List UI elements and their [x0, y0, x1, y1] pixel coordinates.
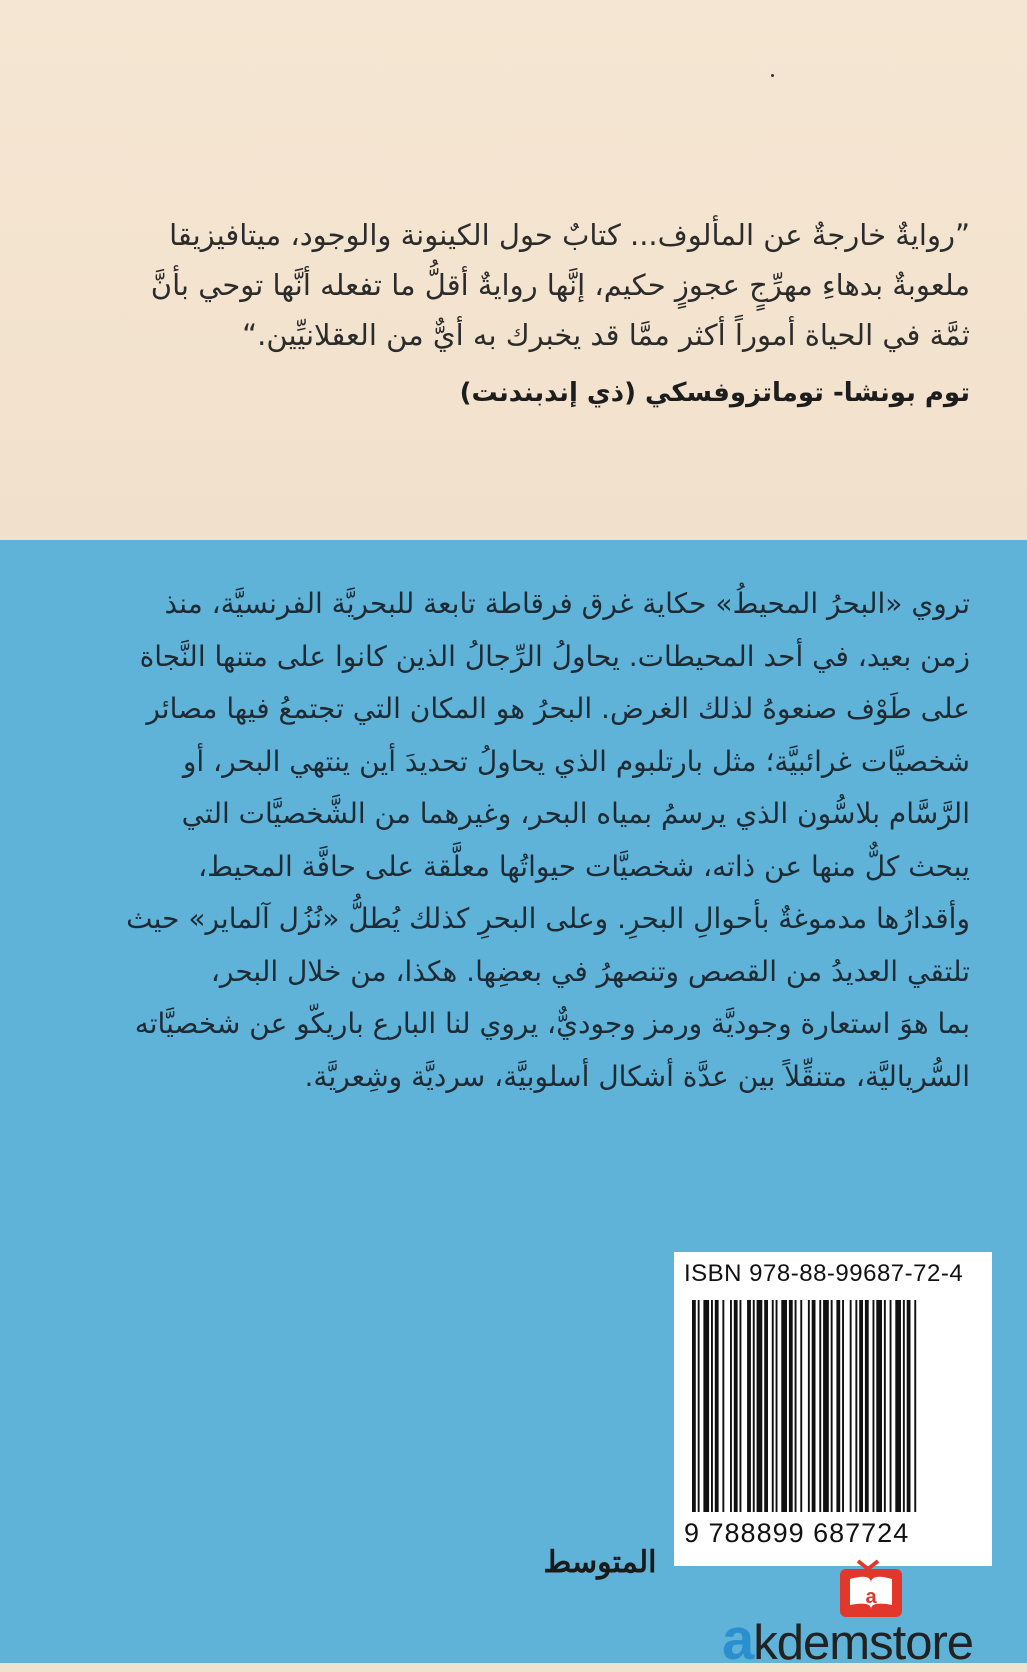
barcode-bar	[692, 1300, 696, 1512]
isbn-label: ISBN 978-88-99687-72-4	[684, 1260, 964, 1287]
quote-author: توم بونشا- توماتزوفسكي (ذي إندبندنت)	[459, 378, 970, 408]
quote-line: ثمَّة في الحياة أموراً أكثر ممَّا قد يخبرك به أيٌّ من العقلانيِّين.“	[242, 318, 970, 352]
barcode-graphic	[688, 1300, 978, 1512]
isbn-barcode-box	[674, 1252, 992, 1566]
barcode-bar	[715, 1300, 719, 1512]
svg-text:a: a	[865, 1586, 877, 1608]
barcode-bar	[890, 1300, 892, 1512]
barcode-bar	[855, 1300, 857, 1512]
store-logo	[722, 1607, 974, 1672]
barcode-bar	[850, 1300, 852, 1512]
barcode-bar	[812, 1300, 816, 1512]
barcode-bar	[711, 1300, 713, 1512]
barcode-bar	[819, 1300, 821, 1512]
synopsis-line: الرَّسَّام بلاسُّون الذي يرسمُ بمياه البحر، وغيرهما من الشَّخصيَّات التي	[181, 797, 970, 830]
barcode-bar	[781, 1300, 787, 1512]
review-quote	[150, 210, 970, 360]
store-logo-a: a	[722, 1607, 754, 1672]
barcode-bar	[722, 1300, 724, 1512]
synopsis-line: على طَوْف صنعوهُ لذلك الغرض. البحرُ هو المكان التي تجتمعُ فيها مصائر	[146, 692, 970, 725]
barcode-bar	[808, 1300, 810, 1512]
synopsis-text	[126, 578, 970, 1103]
synopsis-line: بما هوَ استعارة وجوديَّة ورمز وجوديٌّ، يروي لنا البارع باريكّو عن شخصيَّاته	[134, 1007, 970, 1040]
barcode-bar	[903, 1300, 905, 1512]
synopsis-line: شخصيَّات غرائبيَّة؛ مثل بارتلبوم الذي يحاولُ تحديدَ أين ينتهي البحر، أو	[182, 744, 970, 778]
barcode-bar	[730, 1300, 732, 1512]
synopsis-line: تروي «البحرُ المحيطُ» حكاية غرق فرقاطة تابعة للبحريَّة الفرنسيَّة، منذ	[164, 587, 970, 620]
barcode-bar	[895, 1300, 901, 1512]
barcode-bar	[747, 1300, 751, 1512]
barcode-bar	[776, 1300, 778, 1512]
synopsis-line: السُّرياليَّة، متنقِّلاً بين عدَّة أشكال أسلوبيَّة، سرديَّة وشِعريَّة.	[304, 1059, 970, 1093]
barcode-bar	[836, 1300, 840, 1512]
barcode-bar	[800, 1300, 802, 1512]
barcode-bar	[772, 1300, 774, 1512]
synopsis-line: يبحث كلٌّ منها عن ذاته، شخصيَّات حيواتُها معلَّقة على حافَّة المحيط،	[198, 849, 970, 883]
barcode-bar	[859, 1300, 863, 1512]
barcode-bar	[865, 1300, 869, 1512]
barcode-bar	[842, 1300, 844, 1512]
barcode-bar	[789, 1300, 793, 1512]
publisher-logo: المتوسط	[543, 1545, 657, 1580]
quote-line: ملعوبةٌ بدهاءِ مهرِّجٍ عجوزٍ حكيم، إنَّها روايةٌ أقلُّ ما تفعله أنَّها توحي بأنَّ	[150, 268, 970, 302]
barcode-bar	[876, 1300, 882, 1512]
barcode-bar	[795, 1300, 797, 1512]
synopsis-line: وأقدارُها مدموغةٌ بأحوالِ البحرِ. وعلى البحرِ كذلك يُطلُّ «نُزُل آلماير» حيث	[126, 902, 970, 935]
barcode-bar	[734, 1300, 738, 1512]
barcode-bar	[914, 1300, 916, 1512]
synopsis-line: زمن بعيد، في أحد المحيطات. يحاولُ الرِّجالُ الذين كانوا على متنها النَّجاة	[139, 639, 970, 673]
barcode-bar	[823, 1300, 829, 1512]
synopsis-line: تلتقي العديدُ من القصص وتنصهرُ في بعضِها. هكذا، من خلال البحر،	[210, 954, 970, 988]
barcode-bar	[703, 1300, 709, 1512]
barcode-bar	[831, 1300, 833, 1512]
quote-line: ”روايةٌ خارجةٌ عن المألوف... كتابٌ حول الكينونة والوجود، ميتافيزيقا	[169, 218, 970, 252]
barcode-bar	[698, 1300, 700, 1512]
barcode-bar	[753, 1300, 755, 1512]
barcode-digits: 9 788899 687724	[684, 1518, 910, 1548]
barcode-bar	[884, 1300, 886, 1512]
barcode-bar	[873, 1300, 875, 1512]
barcode-bar	[907, 1300, 911, 1512]
store-logo-text: kdemstore	[753, 1616, 974, 1670]
barcode-bar	[764, 1300, 768, 1512]
barcode-bar	[757, 1300, 763, 1512]
barcode-bar	[740, 1300, 742, 1512]
print-speck	[771, 74, 774, 77]
